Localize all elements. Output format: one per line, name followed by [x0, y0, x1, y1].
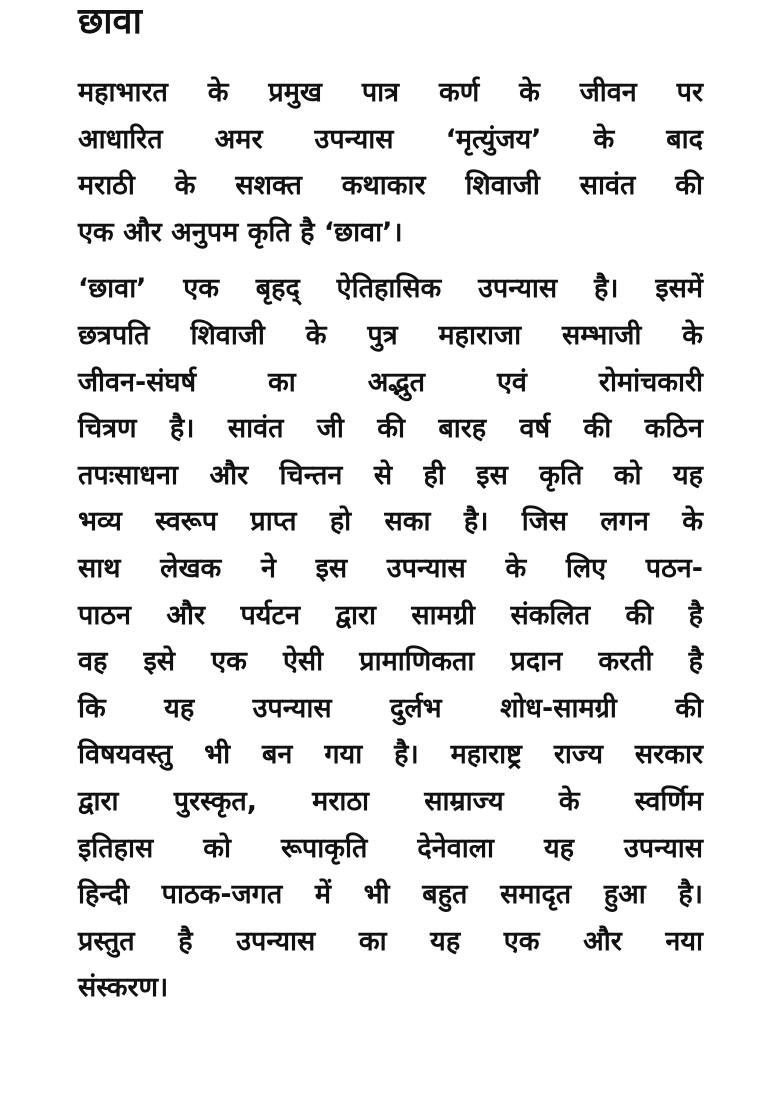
- book-blurb: [78, 0, 703, 1012]
- text-line: तपःसाधना और चिन्तन से ही इस कृति को यह: [78, 459, 703, 491]
- text-line: संस्करण।: [78, 972, 169, 1004]
- paragraph-intro: [78, 70, 703, 256]
- text-line: इतिहास को रूपाकृति देनेवाला यह उपन्यास: [78, 832, 703, 864]
- text-line: द्वारा पुरस्कृत, मराठा साम्राज्य के स्वर्णिम: [78, 785, 703, 817]
- text-line: ‘छावा’ एक बृहद् ऐतिहासिक उपन्यास है। इसमें: [78, 273, 703, 305]
- text-line: आधारित अमर उपन्यास ‘मृत्युंजय’ के बाद: [78, 123, 703, 155]
- text-line: हिन्दी पाठक-जगत में भी बहुत समादृत हुआ है।: [78, 879, 703, 911]
- text-line: चित्रण है। सावंत जी की बारह वर्ष की कठिन: [78, 413, 703, 445]
- text-line: एक और अनुपम कृति है ‘छावा’।: [78, 216, 403, 248]
- text-line: छत्रपति शिवाजी के पुत्र महाराजा सम्भाजी के: [78, 319, 703, 351]
- book-title: छावा: [78, 1, 142, 42]
- text-line: साथ लेखक ने इस उपन्यास के लिए पठन-: [78, 552, 703, 584]
- text-line: महाभारत के प्रमुख पात्र कर्ण के जीवन पर: [78, 77, 703, 108]
- text-line: कि यह उपन्यास दुर्लभ शोध-सामग्री की: [78, 692, 703, 724]
- text-line: विषयवस्तु भी बन गया है। महाराष्ट्र राज्य सरकार: [78, 739, 703, 771]
- paragraph-description: [78, 266, 703, 1012]
- text-line: जीवन-संघर्ष का अद्भुत एवं रोमांचकारी: [78, 366, 703, 398]
- text-line: भव्य स्वरूप प्राप्त हो सका है। जिस लगन के: [78, 506, 703, 538]
- text-line: वह इसे एक ऐसी प्रामाणिकता प्रदान करती है: [78, 646, 703, 678]
- text-line: पाठन और पर्यटन द्वारा सामग्री संकलित की है: [78, 599, 703, 631]
- text-line: प्रस्तुत है उपन्यास का यह एक और नया: [78, 925, 703, 957]
- text-line: मराठी के सशक्त कथाकार शिवाजी सावंत की: [78, 170, 703, 202]
